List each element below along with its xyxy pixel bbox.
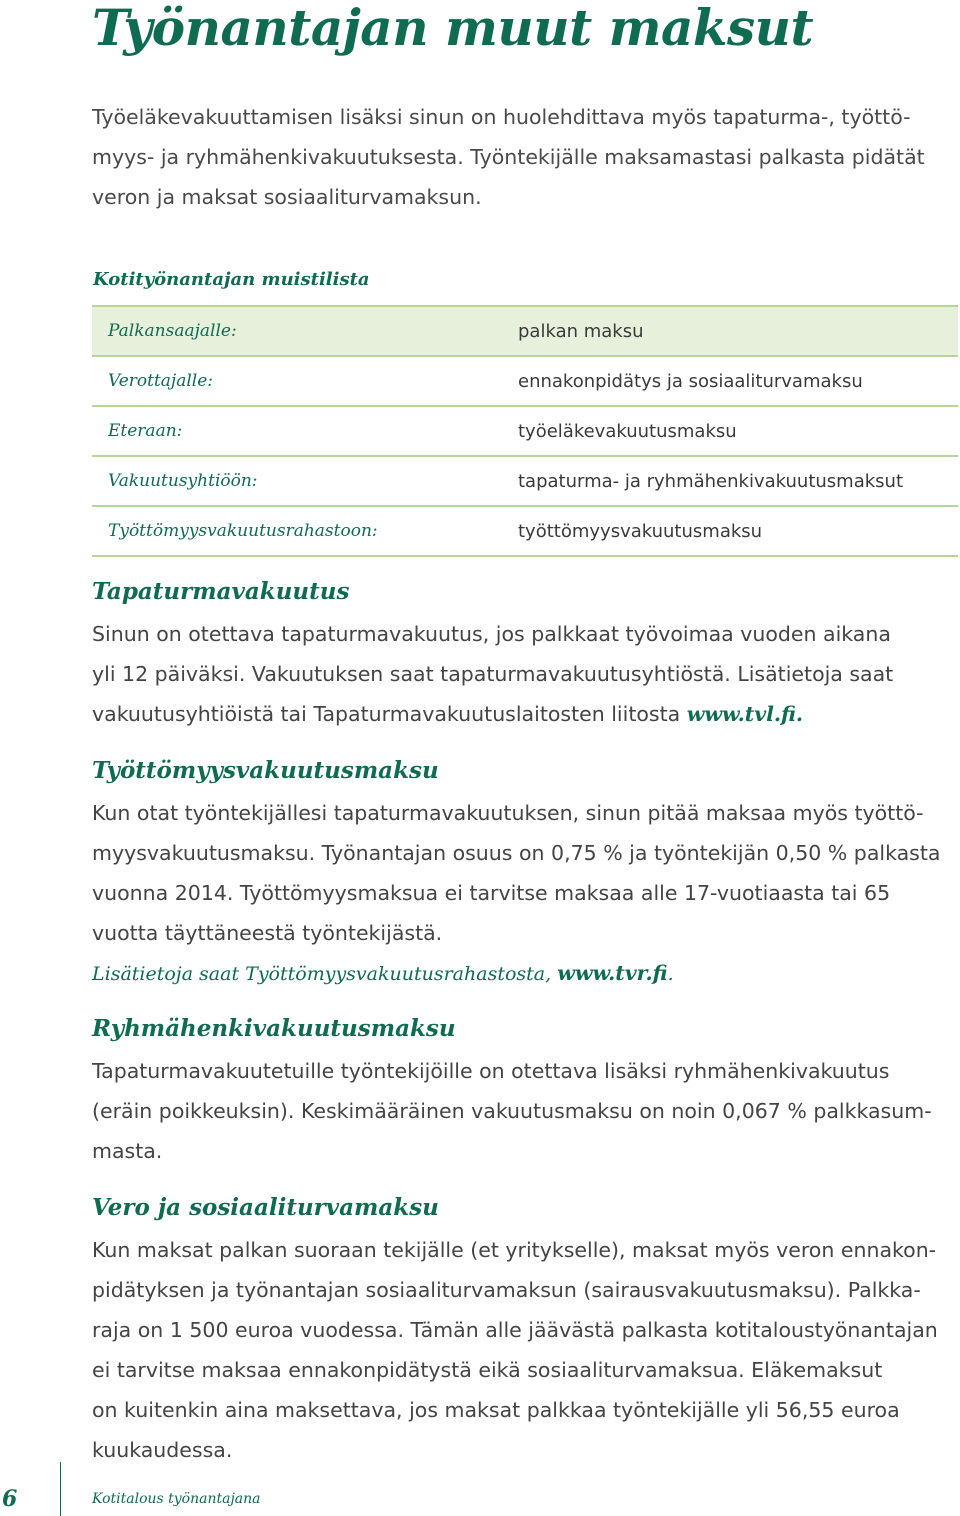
page-number: 6 xyxy=(2,1486,18,1512)
checklist-table xyxy=(92,305,958,557)
checklist-row xyxy=(92,507,958,557)
group-life-line: Tapaturmavakuutetuille työntekijöille on otettava lisäksi ryhmähenkivakuutus xyxy=(92,1059,890,1083)
group-life-line: masta. xyxy=(92,1139,163,1163)
tax-line: Kun maksat palkan suoraan tekijälle (et yritykselle), maksat myös veron ennakon- xyxy=(92,1238,937,1262)
more-info-text: Lisätietoja saat Työttömyysvakuutusrahastosta, xyxy=(92,963,558,985)
footer-divider xyxy=(60,1462,61,1516)
unemployment-line: vuonna 2014. Työttömyysmaksua ei tarvitse maksaa alle 17-vuotiaasta tai 65 xyxy=(92,881,891,905)
unemployment-line: vuotta täyttäneestä työntekijästä. xyxy=(92,921,443,945)
intro-line: myys- ja ryhmähenkivakuutuksesta. Työntekijälle maksamastasi palkasta pidätät xyxy=(92,145,925,169)
section-heading-tax: Vero ja sosiaaliturvamaksu xyxy=(92,1194,439,1221)
checklist-row xyxy=(92,305,958,357)
section-heading-group-life: Ryhmähenkivakuutusmaksu xyxy=(92,1015,456,1042)
unemployment-paragraph xyxy=(92,793,958,994)
intro-line: veron ja maksat sosiaaliturvamaksun. xyxy=(92,185,482,209)
accident-line: yli 12 päiväksi. Vakuutuksen saat tapaturmavakuutusyhtiöstä. Lisätietoja saat xyxy=(92,662,894,686)
checklist-label: Eteraan: xyxy=(108,421,183,441)
checklist-row xyxy=(92,357,958,407)
checklist-label: Vakuutusyhtiöön: xyxy=(108,471,258,491)
intro-paragraph xyxy=(92,97,958,217)
checklist-value: palkan maksu xyxy=(518,320,644,342)
accident-line xyxy=(92,694,958,734)
unemployment-line: myysvakuutusmaksu. Työnantajan osuus on 0,75 % ja työntekijän 0,50 % palkasta xyxy=(92,841,941,865)
checklist-value: työeläkevakuutusmaksu xyxy=(518,420,737,442)
group-life-paragraph xyxy=(92,1051,958,1171)
more-info-suffix: . xyxy=(667,963,674,985)
checklist-value: työttömyysvakuutusmaksu xyxy=(518,520,763,542)
checklist-value: ennakonpidätys ja sosiaaliturvamaksu xyxy=(518,370,863,392)
more-info-line xyxy=(92,953,958,994)
tvr-link[interactable]: www.tvr.fi xyxy=(557,961,668,985)
checklist-label: Verottajalle: xyxy=(108,371,214,391)
tax-paragraph xyxy=(92,1230,958,1470)
checklist-row xyxy=(92,457,958,507)
tax-line: ei tarvitse maksaa ennakonpidätystä eikä sosiaaliturvamaksua. Eläkemaksut xyxy=(92,1358,883,1382)
page-title: Työnantajan muut maksut xyxy=(92,0,814,57)
unemployment-line: Kun otat työntekijällesi tapaturmavakuutuksen, sinun pitää maksaa myös työttö- xyxy=(92,801,924,825)
checklist-label: Palkansaajalle: xyxy=(108,321,237,341)
checklist-row xyxy=(92,407,958,457)
tax-line: on kuitenkin aina maksettava, jos maksat palkkaa työntekijälle yli 56,55 euroa xyxy=(92,1398,900,1422)
tvl-link[interactable]: www.tvl.fi. xyxy=(686,702,804,726)
checklist-value: tapaturma- ja ryhmähenkivakuutusmaksut xyxy=(518,470,904,492)
accident-paragraph xyxy=(92,614,958,734)
accident-line: Sinun on otettava tapaturmavakuutus, jos palkkaat työvoimaa vuoden aikana xyxy=(92,622,891,646)
accident-line-text: vakuutusyhtiöistä tai Tapaturmavakuutuslaitosten liitosta xyxy=(92,702,687,726)
footer-title: Kotitalous työnantajana xyxy=(92,1491,261,1507)
section-heading-accident: Tapaturmavakuutus xyxy=(92,578,350,605)
tax-line: pidätyksen ja työnantajan sosiaaliturvamaksun (sairausvakuutusmaksu). Palkka- xyxy=(92,1278,921,1302)
checklist-title: Kotityönantajan muistilista xyxy=(93,269,370,290)
tax-line: raja on 1 500 euroa vuodessa. Tämän alle jäävästä palkasta kotitaloustyönantajan xyxy=(92,1318,938,1342)
intro-line: Työeläkevakuuttamisen lisäksi sinun on huolehdittava myös tapaturma-, työttö- xyxy=(92,105,911,129)
checklist-label: Työttömyysvakuutusrahastoon: xyxy=(108,521,378,541)
tax-line: kuukaudessa. xyxy=(92,1438,233,1462)
group-life-line: (eräin poikkeuksin). Keskimääräinen vakuutusmaksu on noin 0,067 % palkkasum- xyxy=(92,1099,932,1123)
section-heading-unemployment: Työttömyysvakuutusmaksu xyxy=(92,757,439,784)
